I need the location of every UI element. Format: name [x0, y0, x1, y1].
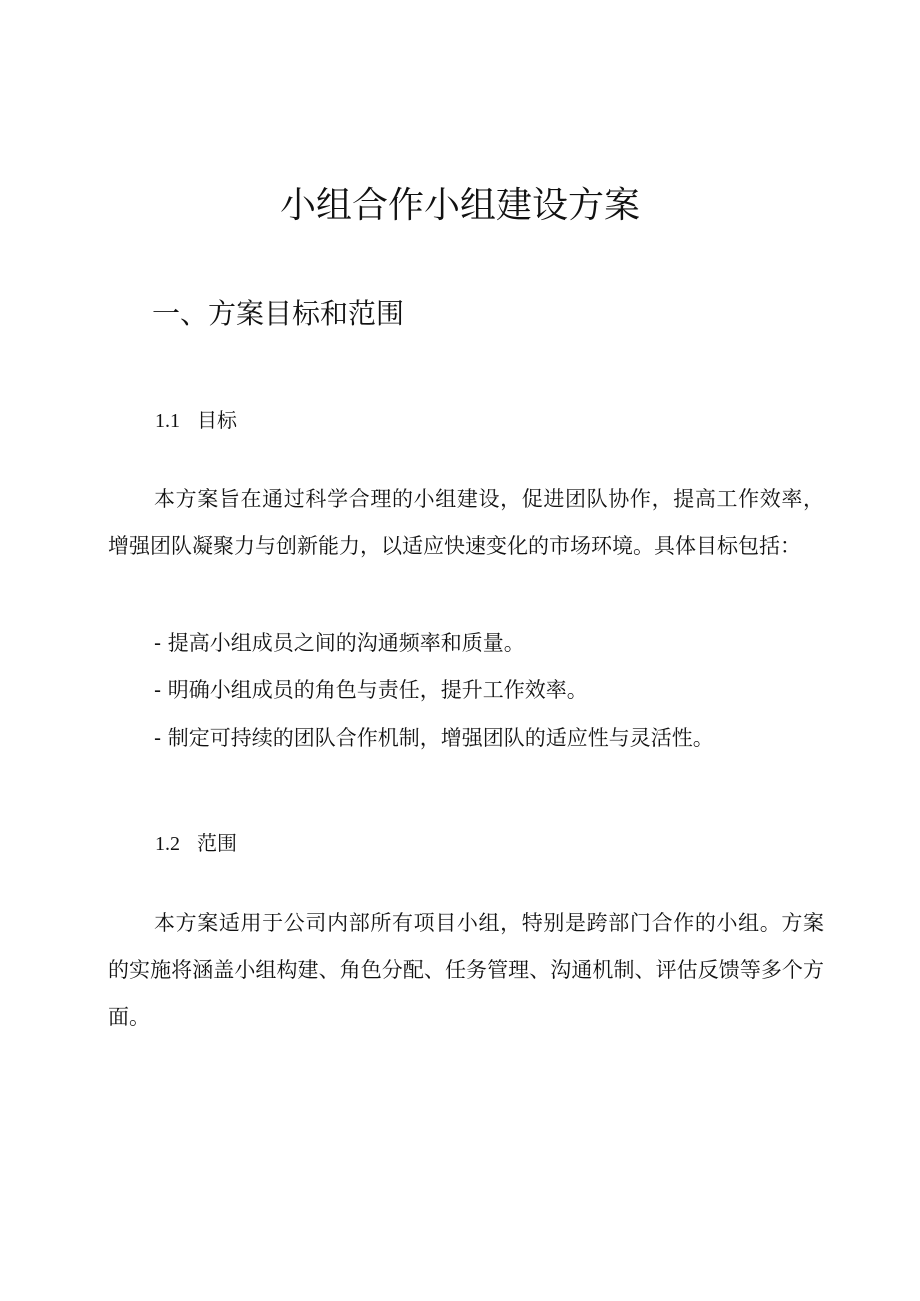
subsection-heading-1-1: [155, 405, 237, 436]
subsection-title: 范围: [197, 831, 237, 855]
section-heading-1: 一、方案目标和范围: [152, 297, 405, 330]
paragraph-scope: 本方案适用于公司内部所有项目小组，特别是跨部门合作的小组。方案的实施将涵盖小组构建、角色分配、任务管理、沟通机制、评估反馈等多个方面。: [108, 911, 824, 1029]
subsection-heading-1-2: [155, 828, 237, 859]
list-item: - 明确小组成员的角色与责任，提升工作效率。: [154, 678, 588, 702]
list-item: - 制定可持续的团队合作机制，增强团队的适应性与灵活性。: [154, 726, 714, 750]
paragraph-goal: 本方案旨在通过科学合理的小组建设，促进团队协作，提高工作效率，增强团队凝聚力与创新能力，以适应快速变化的市场环境。具体目标包括：: [108, 487, 824, 558]
document-title: 小组合作小组建设方案: [279, 185, 640, 226]
list-item: - 提高小组成员之间的沟通频率和质量。: [154, 631, 525, 655]
subsection-title: 目标: [197, 408, 237, 432]
subsection-number: 1.1: [155, 410, 180, 432]
subsection-number: 1.2: [155, 833, 180, 855]
